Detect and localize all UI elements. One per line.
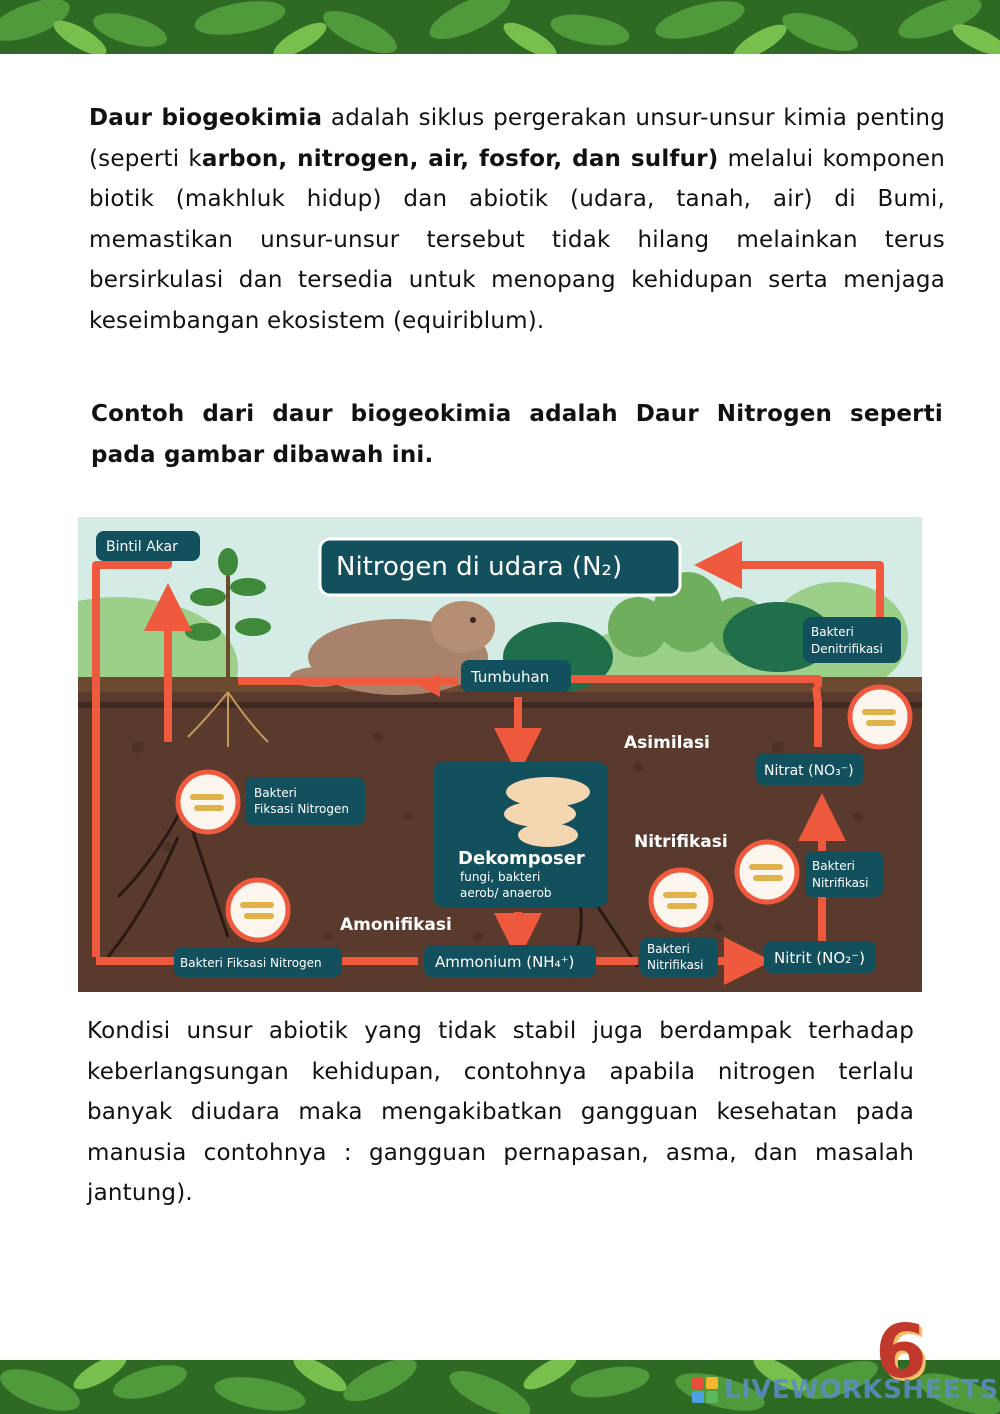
bakteri-fiksasi-line-2: Fiksasi Nitrogen: [254, 802, 349, 816]
bacteria-icon: [737, 842, 797, 902]
title-box: [320, 539, 680, 595]
bacteria-icon: [228, 880, 288, 940]
logo-text: LIVEWORKSHEETS: [724, 1375, 999, 1405]
bakteri-fiksasi-box: [245, 777, 365, 825]
asimilasi-label: Asimilasi: [624, 733, 710, 753]
nitrat-box: [756, 753, 864, 785]
intro-text-1: adalah siklus pergerakan unsur-unsur kimia penting (seperti k: [89, 105, 945, 172]
bakteri-fiksasi-nitrogen-label: Bakteri Fiksasi Nitrogen: [180, 956, 322, 970]
example-heading: Contoh dari daur biogeokimia adalah Daur Nitrogen seperti pada gambar dibawah ini.: [91, 401, 943, 468]
bakteri-denitrifikasi-box: [803, 617, 901, 663]
ammonium-box: [424, 945, 596, 977]
diagram-title: Nitrogen di udara (N₂): [336, 552, 623, 582]
intro-elements: arbon, nitrogen, air, fosfor, dan sulfur): [201, 145, 719, 172]
amonifikasi-label: Amonifikasi: [340, 915, 452, 935]
dekomposer-label: Dekomposer: [458, 848, 585, 869]
bacteria-icon: [651, 870, 711, 930]
bakteri-nitrifikasi-right-box: [805, 851, 883, 897]
dekomposer-sub-1: fungi, bakteri: [460, 870, 541, 884]
tumbuhan-label: Tumbuhan: [471, 668, 550, 686]
bakteri-nitrifikasi-right-line-1: Bakteri: [812, 859, 855, 873]
bacteria-icon: [178, 772, 238, 832]
bakteri-nitrifikasi-bottom-line-1: Bakteri: [647, 942, 690, 956]
intro-paragraph: [89, 98, 945, 341]
tumbuhan-box: [461, 660, 571, 692]
logo-tiles-icon: [692, 1377, 718, 1403]
dekomposer-box: [433, 762, 608, 907]
bakteri-fiksasi-nitrogen-box: [174, 947, 342, 977]
bakteri-nitrifikasi-right-line-2: Nitrifikasi: [812, 876, 869, 890]
top-leaf-border: [0, 0, 1000, 54]
nitrifikasi-label: Nitrifikasi: [634, 832, 728, 852]
bakteri-fiksasi-line-1: Bakteri: [254, 786, 297, 800]
bakteri-nitrifikasi-bottom-line-2: Nitrifikasi: [647, 958, 704, 972]
dekomposer-sub-2: aerob/ anaerob: [460, 886, 552, 900]
liveworksheets-logo: [692, 1374, 999, 1406]
bintil-akar-box: [96, 531, 200, 561]
nitrit-label: Nitrit (NO₂⁻): [774, 949, 865, 967]
page-number: 6: [875, 1309, 927, 1395]
ammonium-label: Ammonium (NH₄⁺): [435, 953, 575, 971]
nitrat-label: Nitrat (NO₃⁻): [764, 763, 854, 779]
bacteria-icon: [850, 687, 910, 747]
bakteri-nitrifikasi-bottom-box: [640, 937, 718, 977]
intro-text-2: melalui komponen biotik (makhluk hidup) dan abiotik (udara, tanah, air) di Bumi, memastikan unsur-unsur tersebut tidak hilang melainkan terus bersirkulasi dan tersedia untuk menopang kehidupan serta menjaga keseimbangan ekosistem (equiriblum).: [89, 145, 945, 334]
nitrogen-cycle-diagram: [78, 517, 922, 992]
bakteri-denitrifikasi-line-2: Denitrifikasi: [811, 642, 883, 656]
bakteri-denitrifikasi-line-1: Bakteri: [811, 625, 854, 639]
nitrit-box: [764, 941, 876, 973]
bintil-akar-label: Bintil Akar: [106, 539, 178, 555]
closing-paragraph: Kondisi unsur abiotik yang tidak stabil juga berdampak terhadap keberlangsungan kehidupan, contohnya apabila nitrogen terlalu banyak diudara maka mengakibatkan gangguan kesehatan pada manusia contohnya : gangguan pernapasan, asma, dan masalah jantung).: [87, 1018, 914, 1206]
intro-term: Daur biogeokimia: [89, 105, 323, 131]
